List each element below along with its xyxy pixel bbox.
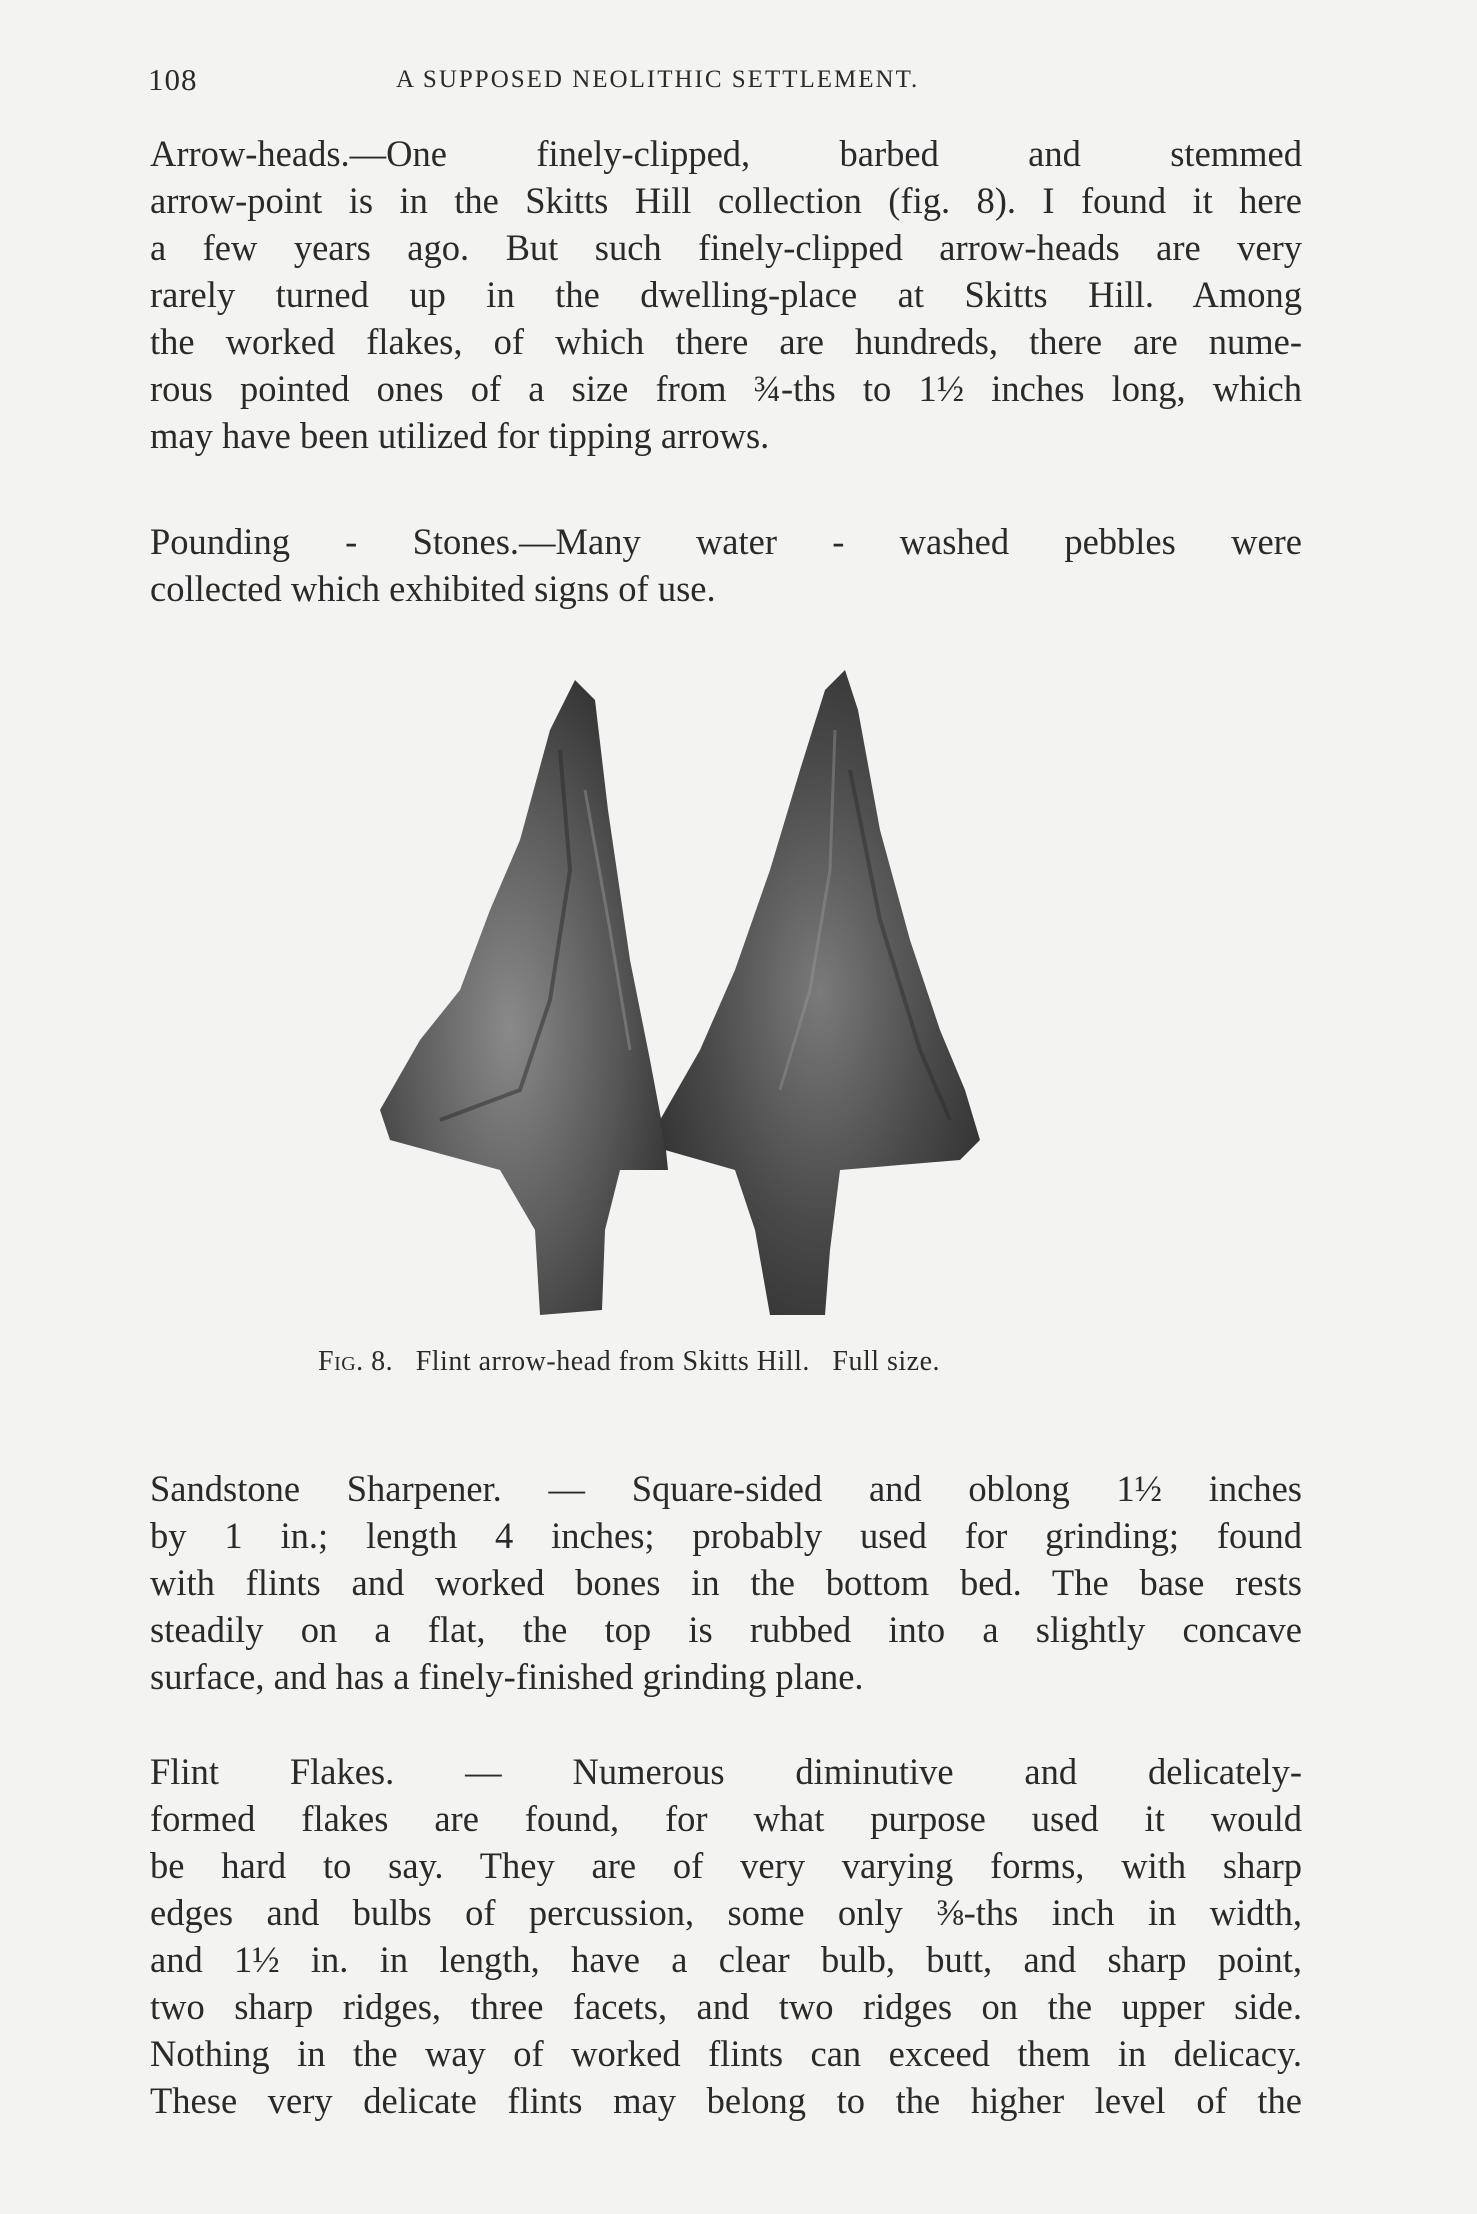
page-number: 108: [148, 62, 198, 97]
text-line: Sandstone Sharpener. — Square-sided and oblong 1½ inches: [150, 1468, 1302, 1509]
text-line: formed flakes are found, for what purpose used it would: [150, 1798, 1302, 1839]
text-line: a few years ago. But such finely-clipped arrow-heads are very: [150, 227, 1302, 268]
text-line: and 1½ in. in length, have a clear bulb, butt, and sharp point,: [150, 1939, 1302, 1980]
arrow-head-right-view: [660, 670, 980, 1315]
text-line: rous pointed ones of a size from ¾-ths to 1½ inches long, which: [150, 368, 1302, 409]
text-line: steadily on a flat, the top is rubbed into a slightly concave: [150, 1609, 1302, 1650]
paragraph-arrow-heads: [150, 130, 1302, 459]
text-line: edges and bulbs of percussion, some only ⅜-ths inch in width,: [150, 1892, 1302, 1933]
text-line: with flints and worked bones in the bottom bed. The base rests: [150, 1562, 1302, 1603]
paragraph-pounding-stones: [150, 518, 1302, 612]
text-line: Pounding - Stones.—Many water - washed pebbles were: [150, 521, 1302, 562]
figure-caption: [318, 1346, 1178, 1378]
figure-label: Fig. 8.: [318, 1346, 394, 1377]
text-line: be hard to say. They are of very varying forms, with sharp: [150, 1845, 1302, 1886]
paragraph-sandstone-sharpener: [150, 1465, 1302, 1700]
arrow-head-left-view: [380, 680, 668, 1315]
text-line: rarely turned up in the dwelling-place at Skitts Hill. Among: [150, 274, 1302, 315]
text-line: These very delicate flints may belong to the higher level of the: [150, 2080, 1302, 2121]
text-line: may have been utilized for tipping arrows.: [150, 415, 770, 456]
running-title: A SUPPOSED NEOLITHIC SETTLEMENT.: [396, 66, 920, 93]
figure-scale-note: Full size.: [832, 1346, 941, 1377]
text-line: surface, and has a finely-finished grinding plane.: [150, 1656, 864, 1697]
text-line: collected which exhibited signs of use.: [150, 568, 716, 609]
arrow-head-figure: [380, 670, 1080, 1330]
text-line: Flint Flakes. — Numerous diminutive and delicately-: [150, 1751, 1302, 1792]
text-line: by 1 in.; length 4 inches; probably used for grinding; found: [150, 1515, 1302, 1556]
text-line: arrow-point is in the Skitts Hill collection (fig. 8). I found it here: [150, 180, 1302, 221]
text-line: the worked flakes, of which there are hundreds, there are nume-: [150, 321, 1302, 362]
page-header: [148, 62, 1298, 106]
paragraph-flint-flakes: [150, 1748, 1302, 2124]
text-line: Nothing in the way of worked flints can exceed them in delicacy.: [150, 2033, 1302, 2074]
text-line: Arrow-heads.—One finely-clipped, barbed and stemmed: [150, 133, 1302, 174]
text-line: two sharp ridges, three facets, and two ridges on the upper side.: [150, 1986, 1302, 2027]
figure-caption-text: Flint arrow-head from Skitts Hill.: [415, 1346, 810, 1377]
